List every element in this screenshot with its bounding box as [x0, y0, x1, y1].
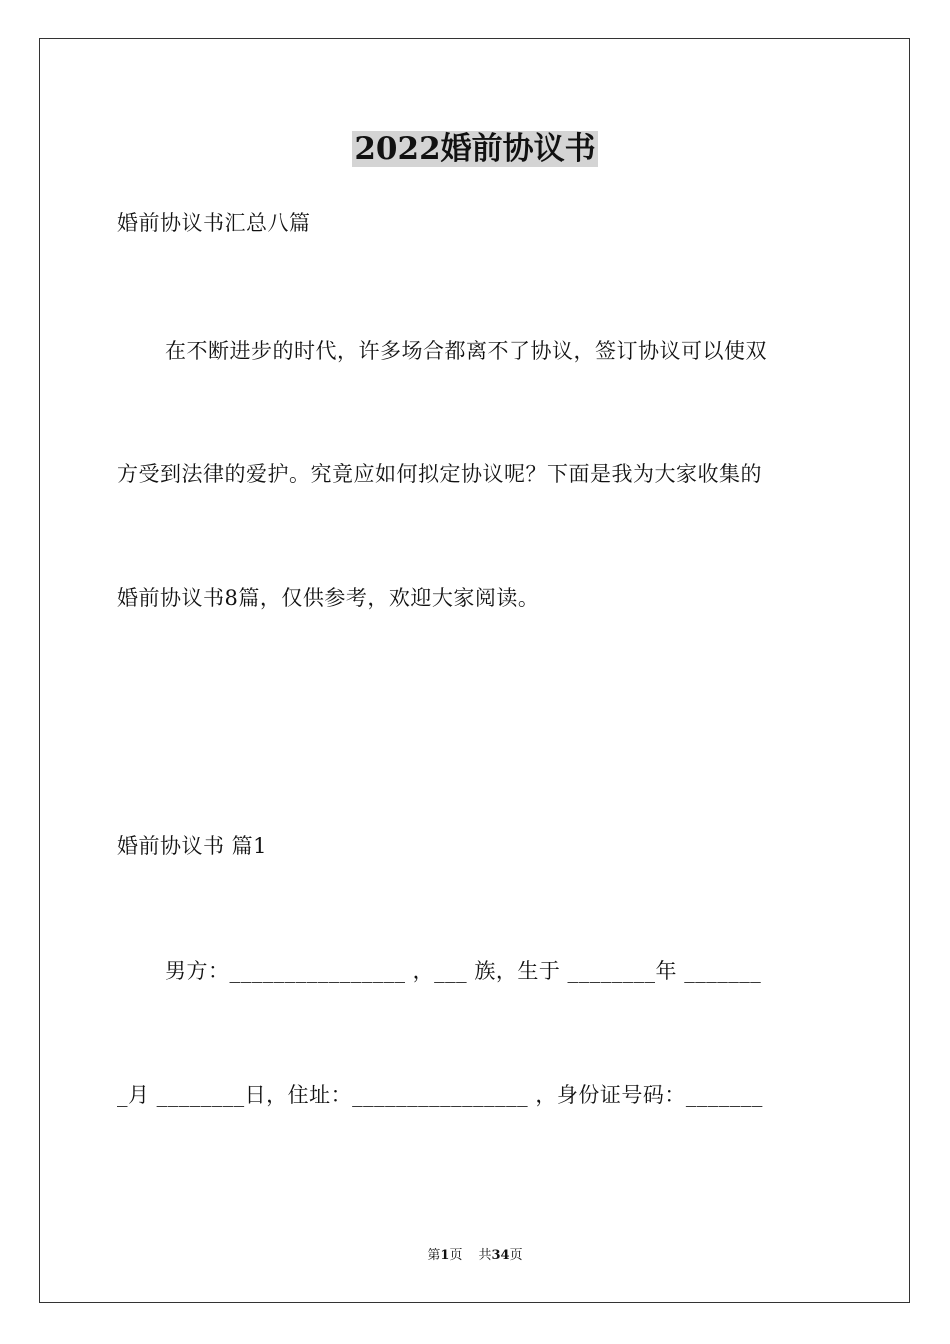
form-line-2: _月 ________日，住址：________________ ，身份证号码：_______: [117, 1083, 763, 1107]
form-line-1: 男方：________________ ，___ 族，生于 ________年 _______: [165, 959, 762, 983]
page-footer: [0, 1247, 950, 1265]
document-title: [0, 128, 950, 170]
document-subtitle: 婚前协议书汇总八篇: [117, 211, 311, 235]
footer-page-prefix: 第: [427, 1248, 441, 1263]
footer-page-current: 1: [440, 1248, 450, 1263]
footer-total-suffix: 页: [509, 1248, 523, 1263]
intro-line-2: 方受到法律的爱护。究竟应如何拟定协议呢？下面是我为大家收集的: [117, 462, 762, 486]
section-heading: 婚前协议书 篇1: [117, 834, 268, 858]
footer-page-mid: 页: [449, 1248, 463, 1263]
document-title-text: 2022婚前协议书: [354, 131, 596, 167]
intro-line-1: [165, 336, 835, 366]
footer-page-total: 34: [491, 1248, 510, 1263]
intro-line-1-text: 在不断进步的时代，许多场合都离不了协议，签订协议可以使双: [165, 339, 767, 363]
footer-total-prefix: 共: [478, 1248, 492, 1263]
intro-line-3: 婚前协议书8篇，仅供参考，欢迎大家阅读。: [117, 586, 540, 610]
